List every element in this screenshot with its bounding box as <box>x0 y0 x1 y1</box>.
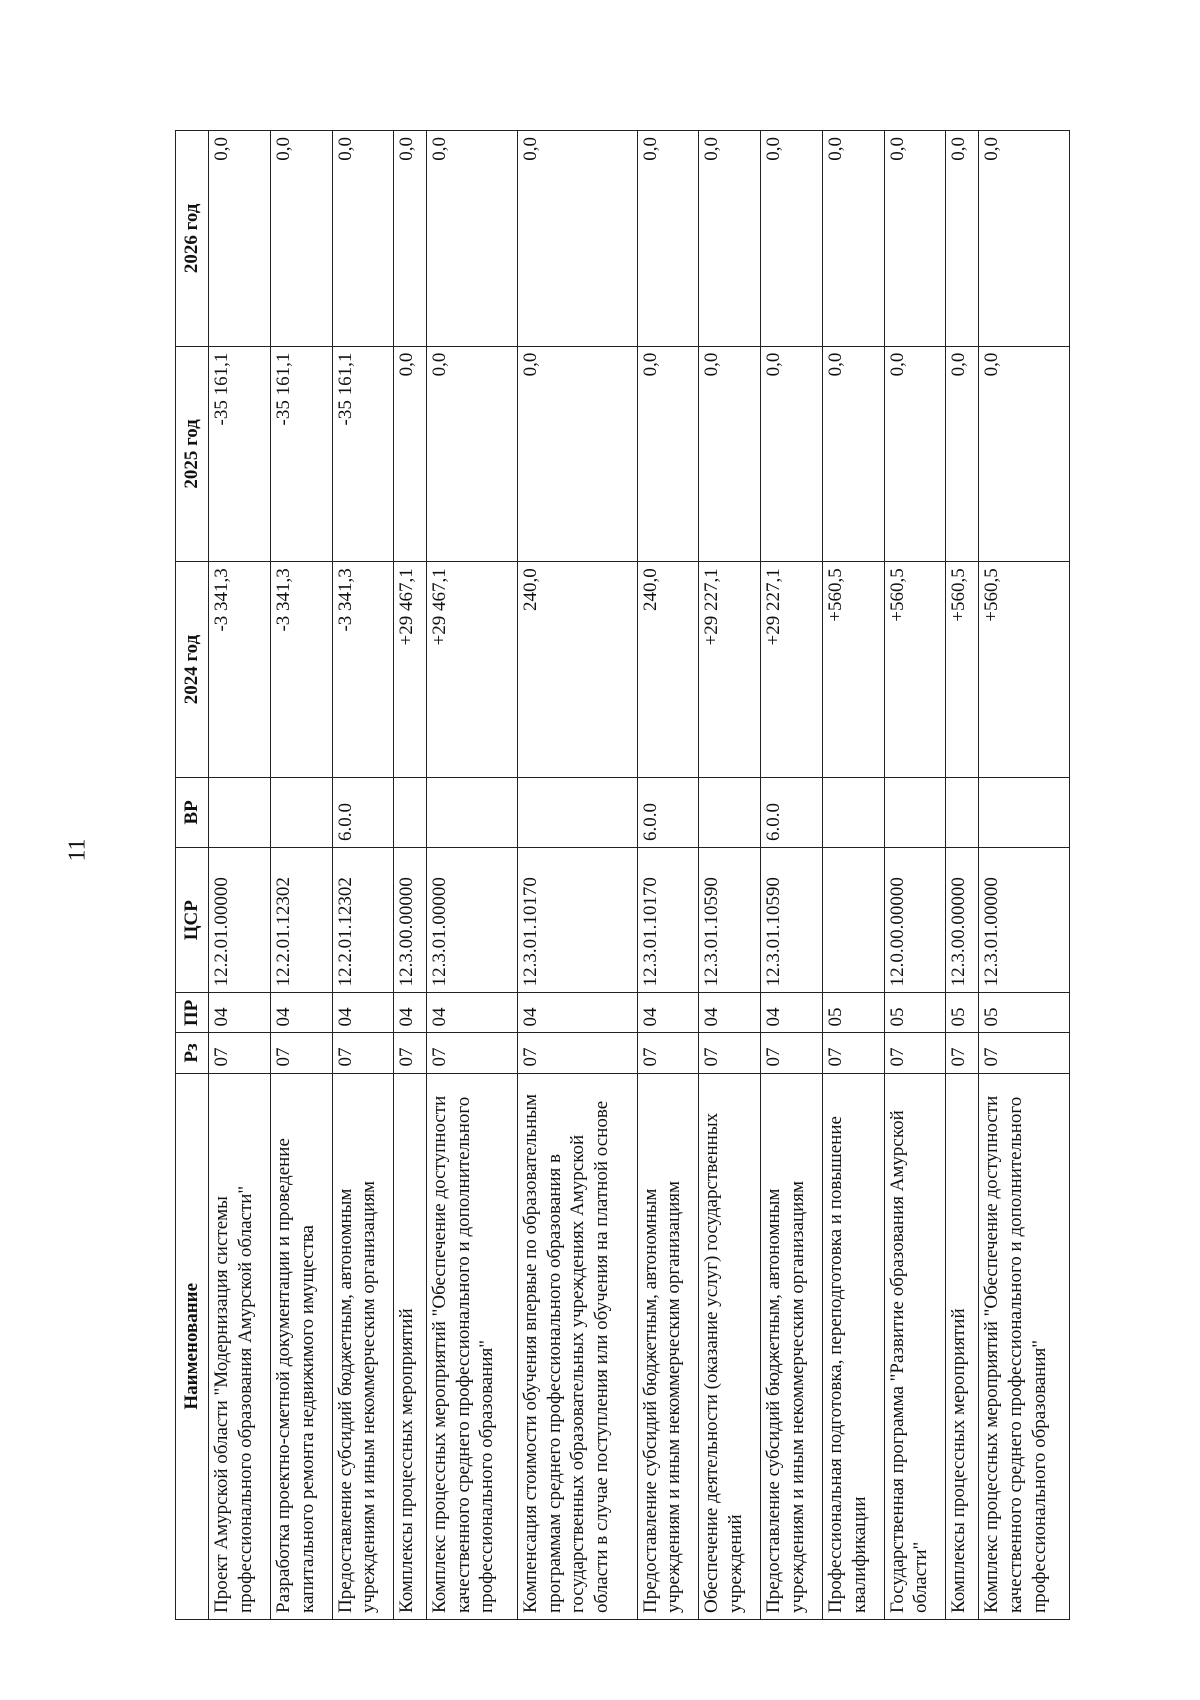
cell-2025: 0,0 <box>761 346 823 562</box>
cell-name: Компенсация стоимости обучения впервые по образовательным программам среднего профессионального образования в государственных образовательных учреждениях Амурской области в случае поступления или обучения на платной основе <box>517 1073 637 1619</box>
cell-2026: 0,0 <box>426 131 517 347</box>
cell-name: Предоставление субсидий бюджетным, автономным учреждениям и иным некоммерческим организациям <box>761 1073 823 1619</box>
cell-vr <box>699 777 761 847</box>
cell-csr: 12.3.01.00000 <box>979 847 1070 992</box>
cell-rz: 07 <box>209 1033 271 1073</box>
cell-vr: 6.0.0 <box>332 777 394 847</box>
cell-2025: -35 161,1 <box>209 346 271 562</box>
cell-pr: 05 <box>946 993 979 1033</box>
cell-csr: 12.3.01.10590 <box>761 847 823 992</box>
cell-rz: 07 <box>637 1033 699 1073</box>
cell-csr: 12.0.00.00000 <box>884 847 946 992</box>
cell-rz: 07 <box>884 1033 946 1073</box>
header-2025: 2025 год <box>176 346 209 562</box>
table-row <box>699 131 761 1620</box>
table-row <box>394 131 427 1620</box>
cell-name: Предоставление субсидий бюджетным, автономным учреждениям и иным некоммерческим организациям <box>332 1073 394 1619</box>
cell-2026: 0,0 <box>517 131 637 347</box>
rotated-table-wrapper <box>175 130 1070 1620</box>
budget-table <box>175 130 1070 1620</box>
cell-2026: 0,0 <box>979 131 1070 347</box>
table-row <box>426 131 517 1620</box>
table-row <box>209 131 271 1620</box>
table-row <box>637 131 699 1620</box>
cell-name: Комплекс процессных мероприятий "Обеспечение доступности качественного среднего профессионального и дополнительного профессионального образования" <box>979 1073 1070 1619</box>
cell-pr: 05 <box>884 993 946 1033</box>
cell-2026: 0,0 <box>332 131 394 347</box>
cell-2025: 0,0 <box>426 346 517 562</box>
cell-vr <box>946 777 979 847</box>
cell-2025: 0,0 <box>822 346 884 562</box>
cell-name: Профессиональная подготовка, переподготовка и повышение квалификации <box>822 1073 884 1619</box>
cell-vr <box>270 777 332 847</box>
cell-2026: 0,0 <box>822 131 884 347</box>
cell-pr: 04 <box>209 993 271 1033</box>
cell-2024: -3 341,3 <box>209 562 271 778</box>
cell-2025: 0,0 <box>979 346 1070 562</box>
table-header-row <box>176 131 209 1620</box>
cell-2025: 0,0 <box>946 346 979 562</box>
header-rz: Рз <box>176 1033 209 1073</box>
page-number: 11 <box>64 838 91 862</box>
cell-vr <box>426 777 517 847</box>
cell-pr: 05 <box>822 993 884 1033</box>
cell-name: Комплексы процессных мероприятий <box>394 1073 427 1619</box>
cell-vr: 6.0.0 <box>761 777 823 847</box>
cell-csr: 12.3.00.00000 <box>946 847 979 992</box>
cell-csr: 12.3.01.10170 <box>517 847 637 992</box>
cell-2025: 0,0 <box>884 346 946 562</box>
cell-2026: 0,0 <box>761 131 823 347</box>
cell-vr <box>394 777 427 847</box>
cell-vr <box>884 777 946 847</box>
cell-pr: 04 <box>699 993 761 1033</box>
header-csr: ЦСР <box>176 847 209 992</box>
cell-2024: +560,5 <box>946 562 979 778</box>
cell-name: Государственная программа "Развитие образования Амурской области" <box>884 1073 946 1619</box>
table-row <box>979 131 1070 1620</box>
cell-2025: 0,0 <box>517 346 637 562</box>
cell-2024: +560,5 <box>884 562 946 778</box>
cell-csr: 12.3.01.10170 <box>637 847 699 992</box>
cell-rz: 07 <box>761 1033 823 1073</box>
cell-rz: 07 <box>979 1033 1070 1073</box>
cell-name: Предоставление субсидий бюджетным, автономным учреждениям и иным некоммерческим организациям <box>637 1073 699 1619</box>
cell-csr: 12.3.00.00000 <box>394 847 427 992</box>
cell-rz: 07 <box>332 1033 394 1073</box>
cell-name: Обеспечение деятельности (оказание услуг) государственных учреждений <box>699 1073 761 1619</box>
cell-rz: 07 <box>946 1033 979 1073</box>
table-row <box>332 131 394 1620</box>
cell-vr <box>822 777 884 847</box>
cell-2024: +560,5 <box>822 562 884 778</box>
cell-csr: 12.2.01.00000 <box>209 847 271 992</box>
table-row <box>761 131 823 1620</box>
cell-rz: 07 <box>699 1033 761 1073</box>
header-pr: ПР <box>176 993 209 1033</box>
cell-2026: 0,0 <box>270 131 332 347</box>
cell-2024: +29 467,1 <box>394 562 427 778</box>
cell-csr <box>822 847 884 992</box>
cell-2025: 0,0 <box>394 346 427 562</box>
cell-vr <box>517 777 637 847</box>
cell-2024: +29 227,1 <box>761 562 823 778</box>
cell-pr: 04 <box>270 993 332 1033</box>
table-row <box>946 131 979 1620</box>
cell-2024: +560,5 <box>979 562 1070 778</box>
table-row <box>822 131 884 1620</box>
cell-pr: 04 <box>761 993 823 1033</box>
cell-vr <box>979 777 1070 847</box>
header-2024: 2024 год <box>176 562 209 778</box>
cell-vr: 6.0.0 <box>637 777 699 847</box>
cell-2025: -35 161,1 <box>332 346 394 562</box>
cell-2024: -3 341,3 <box>270 562 332 778</box>
cell-rz: 07 <box>517 1033 637 1073</box>
header-vr: ВР <box>176 777 209 847</box>
cell-rz: 07 <box>426 1033 517 1073</box>
cell-pr: 04 <box>394 993 427 1033</box>
cell-2024: -3 341,3 <box>332 562 394 778</box>
cell-csr: 12.2.01.12302 <box>270 847 332 992</box>
table-row <box>884 131 946 1620</box>
cell-2024: +29 467,1 <box>426 562 517 778</box>
cell-vr <box>209 777 271 847</box>
cell-name: Комплекс процессных мероприятий "Обеспечение доступности качественного среднего профессионального и дополнительного профессионального образования" <box>426 1073 517 1619</box>
table-row <box>517 131 637 1620</box>
cell-pr: 05 <box>979 993 1070 1033</box>
cell-pr: 04 <box>426 993 517 1033</box>
cell-2025: -35 161,1 <box>270 346 332 562</box>
cell-2026: 0,0 <box>394 131 427 347</box>
cell-2026: 0,0 <box>884 131 946 347</box>
cell-2024: +29 227,1 <box>699 562 761 778</box>
cell-2026: 0,0 <box>699 131 761 347</box>
cell-2026: 0,0 <box>209 131 271 347</box>
cell-name: Комплексы процессных мероприятий <box>946 1073 979 1619</box>
cell-rz: 07 <box>822 1033 884 1073</box>
cell-2026: 0,0 <box>946 131 979 347</box>
cell-name: Разработка проектно-сметной документации и проведение капитального ремонта недвижимого имущества <box>270 1073 332 1619</box>
cell-pr: 04 <box>517 993 637 1033</box>
cell-2024: 240,0 <box>517 562 637 778</box>
cell-pr: 04 <box>332 993 394 1033</box>
table-row <box>270 131 332 1620</box>
cell-2024: 240,0 <box>637 562 699 778</box>
cell-rz: 07 <box>270 1033 332 1073</box>
cell-rz: 07 <box>394 1033 427 1073</box>
header-name: Наименование <box>176 1073 209 1619</box>
cell-csr: 12.2.01.12302 <box>332 847 394 992</box>
cell-2025: 0,0 <box>637 346 699 562</box>
cell-name: Проект Амурской области "Модернизация системы профессионального образования Амурской области" <box>209 1073 271 1619</box>
cell-csr: 12.3.01.00000 <box>426 847 517 992</box>
cell-2025: 0,0 <box>699 346 761 562</box>
cell-pr: 04 <box>637 993 699 1033</box>
cell-csr: 12.3.01.10590 <box>699 847 761 992</box>
header-2026: 2026 год <box>176 131 209 347</box>
cell-2026: 0,0 <box>637 131 699 347</box>
